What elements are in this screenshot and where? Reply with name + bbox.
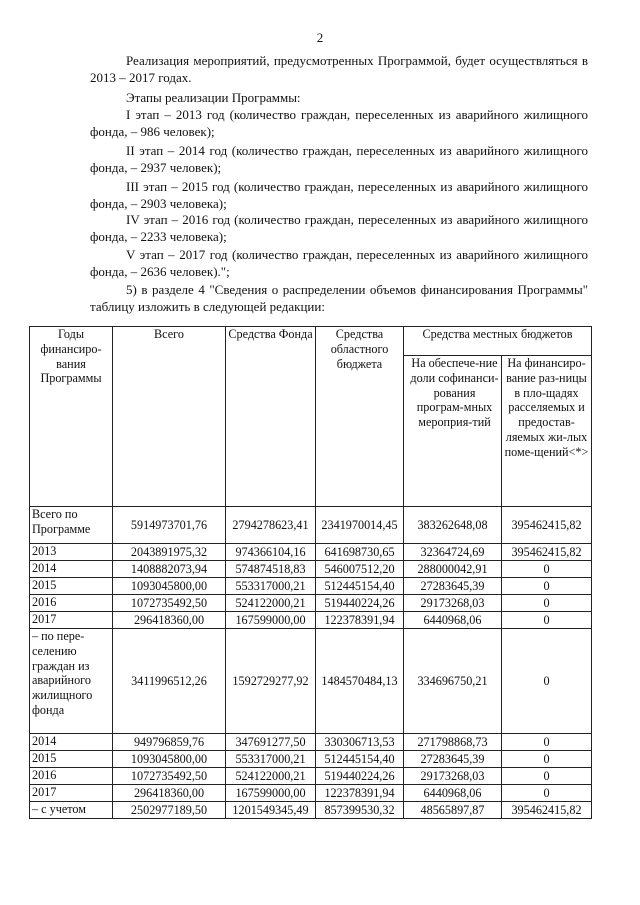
header-local: Средства местных бюджетов [404, 327, 592, 356]
cell-fund: 574874518,83 [226, 561, 316, 578]
cell-regional: 857399530,32 [316, 802, 404, 819]
cell-total: 1072735492,50 [113, 768, 226, 785]
cell-total: 2043891975,32 [113, 544, 226, 561]
cell-cofin: 6440968,06 [404, 785, 502, 802]
cell-cofin: 48565897,87 [404, 802, 502, 819]
cell-total: 1093045800,00 [113, 578, 226, 595]
stage-item: I этап – 2013 год (количество граждан, переселенных из аварийного жилищного фонда, – 986 человек); [90, 107, 588, 139]
cell-regional: 122378391,94 [316, 612, 404, 629]
row-label: 2014 [30, 734, 113, 751]
cell-diff: 395462415,82 [502, 507, 592, 544]
cell-diff: 0 [502, 785, 592, 802]
cell-regional: 519440224,26 [316, 595, 404, 612]
cell-cofin: 29173268,03 [404, 768, 502, 785]
row-label: 2016 [30, 768, 113, 785]
cell-fund: 974366104,16 [226, 544, 316, 561]
row-label: 2013 [30, 544, 113, 561]
row-label: Всего по Программе [30, 507, 113, 544]
cell-regional: 546007512,20 [316, 561, 404, 578]
table-row [30, 751, 592, 768]
table-row [30, 578, 592, 595]
paragraph-implementation-period: Реализация мероприятий, предусмотренных Программой, будет осуществляться в 2013 – 2017 годах. [90, 53, 588, 85]
cell-cofin: 383262648,08 [404, 507, 502, 544]
stage-item: V этап – 2017 год (количество граждан, переселенных из аварийного жилищного фонда, – 2636 человек)."; [90, 247, 588, 279]
cell-diff: 0 [502, 578, 592, 595]
cell-regional: 122378391,94 [316, 785, 404, 802]
cell-total: 3411996512,26 [113, 629, 226, 734]
cell-fund: 524122000,21 [226, 595, 316, 612]
cell-regional: 519440224,26 [316, 768, 404, 785]
cell-regional: 330306713,53 [316, 734, 404, 751]
header-fund: Средства Фонда [226, 327, 316, 507]
row-label: 2016 [30, 595, 113, 612]
cell-fund: 167599000,00 [226, 785, 316, 802]
cell-cofin: 288000042,91 [404, 561, 502, 578]
cell-total: 296418360,00 [113, 785, 226, 802]
cell-cofin: 27283645,39 [404, 578, 502, 595]
header-total: Всего [113, 327, 226, 507]
financing-table [29, 326, 592, 819]
page-number: 2 [316, 30, 324, 45]
row-label: – по пере-селению граждан из аварийного жилищного фонда [30, 629, 113, 734]
cell-diff: 0 [502, 612, 592, 629]
row-label: 2015 [30, 578, 113, 595]
cell-fund: 2794278623,41 [226, 507, 316, 544]
cell-cofin: 27283645,39 [404, 751, 502, 768]
cell-fund: 553317000,21 [226, 751, 316, 768]
cell-diff: 0 [502, 768, 592, 785]
table-row [30, 734, 592, 751]
cell-total: 1408882073,94 [113, 561, 226, 578]
cell-fund: 1592729277,92 [226, 629, 316, 734]
row-label: 2014 [30, 561, 113, 578]
cell-total: 296418360,00 [113, 612, 226, 629]
cell-fund: 553317000,21 [226, 578, 316, 595]
header-regional: Средства областного бюджета [316, 327, 404, 507]
cell-regional: 1484570484,13 [316, 629, 404, 734]
cell-cofin: 32364724,69 [404, 544, 502, 561]
cell-total: 5914973701,76 [113, 507, 226, 544]
cell-diff: 0 [502, 561, 592, 578]
table-row [30, 561, 592, 578]
row-label: 2017 [30, 612, 113, 629]
table-row [30, 507, 592, 544]
table-header-row [30, 327, 592, 356]
row-label: 2015 [30, 751, 113, 768]
header-local-cofinancing: На обеспече-ние доли софинанси-рования програм-мных мероприя-тий [404, 356, 502, 507]
cell-regional: 512445154,40 [316, 578, 404, 595]
table-row [30, 785, 592, 802]
table-row [30, 595, 592, 612]
stage-item: II этап – 2014 год (количество граждан, переселенных из аварийного жилищного фонда, – 2937 человек); [90, 143, 588, 175]
cell-cofin: 6440968,06 [404, 612, 502, 629]
table-row [30, 802, 592, 819]
cell-total: 1072735492,50 [113, 595, 226, 612]
cell-regional: 512445154,40 [316, 751, 404, 768]
cell-regional: 2341970014,45 [316, 507, 404, 544]
cell-diff: 395462415,82 [502, 802, 592, 819]
cell-cofin: 29173268,03 [404, 595, 502, 612]
header-local-difference: На финансиро-вание раз-ницы в пло-щадях расселяемых и предостав-ляемых жи-лых поме-щений<*> [502, 356, 592, 507]
cell-fund: 347691277,50 [226, 734, 316, 751]
cell-diff: 0 [502, 734, 592, 751]
cell-total: 949796859,76 [113, 734, 226, 751]
table-row [30, 768, 592, 785]
paragraph-stages-heading: Этапы реализации Программы: [126, 90, 301, 105]
stage-item: IV этап – 2016 год (количество граждан, переселенных из аварийного жилищного фонда, – 2233 человека); [90, 212, 588, 244]
cell-fund: 167599000,00 [226, 612, 316, 629]
table-row [30, 544, 592, 561]
cell-diff: 395462415,82 [502, 544, 592, 561]
cell-fund: 1201549345,49 [226, 802, 316, 819]
cell-total: 2502977189,50 [113, 802, 226, 819]
cell-cofin: 271798868,73 [404, 734, 502, 751]
cell-regional: 641698730,65 [316, 544, 404, 561]
row-label: – с учетом [30, 802, 113, 819]
cell-cofin: 334696750,21 [404, 629, 502, 734]
cell-diff: 0 [502, 595, 592, 612]
cell-diff: 0 [502, 629, 592, 734]
stage-item: III этап – 2015 год (количество граждан, переселенных из аварийного жилищного фонда, – 2903 человека); [90, 179, 588, 211]
cell-diff: 0 [502, 751, 592, 768]
paragraph-amendment: 5) в разделе 4 "Сведения о распределении объемов финансирования Программы" таблицу изложить в следующей редакции: [90, 282, 588, 314]
header-years: Годы финансиро-вания Программы [30, 327, 113, 507]
cell-total: 1093045800,00 [113, 751, 226, 768]
row-label: 2017 [30, 785, 113, 802]
table-row [30, 629, 592, 734]
cell-fund: 524122000,21 [226, 768, 316, 785]
table-row [30, 612, 592, 629]
